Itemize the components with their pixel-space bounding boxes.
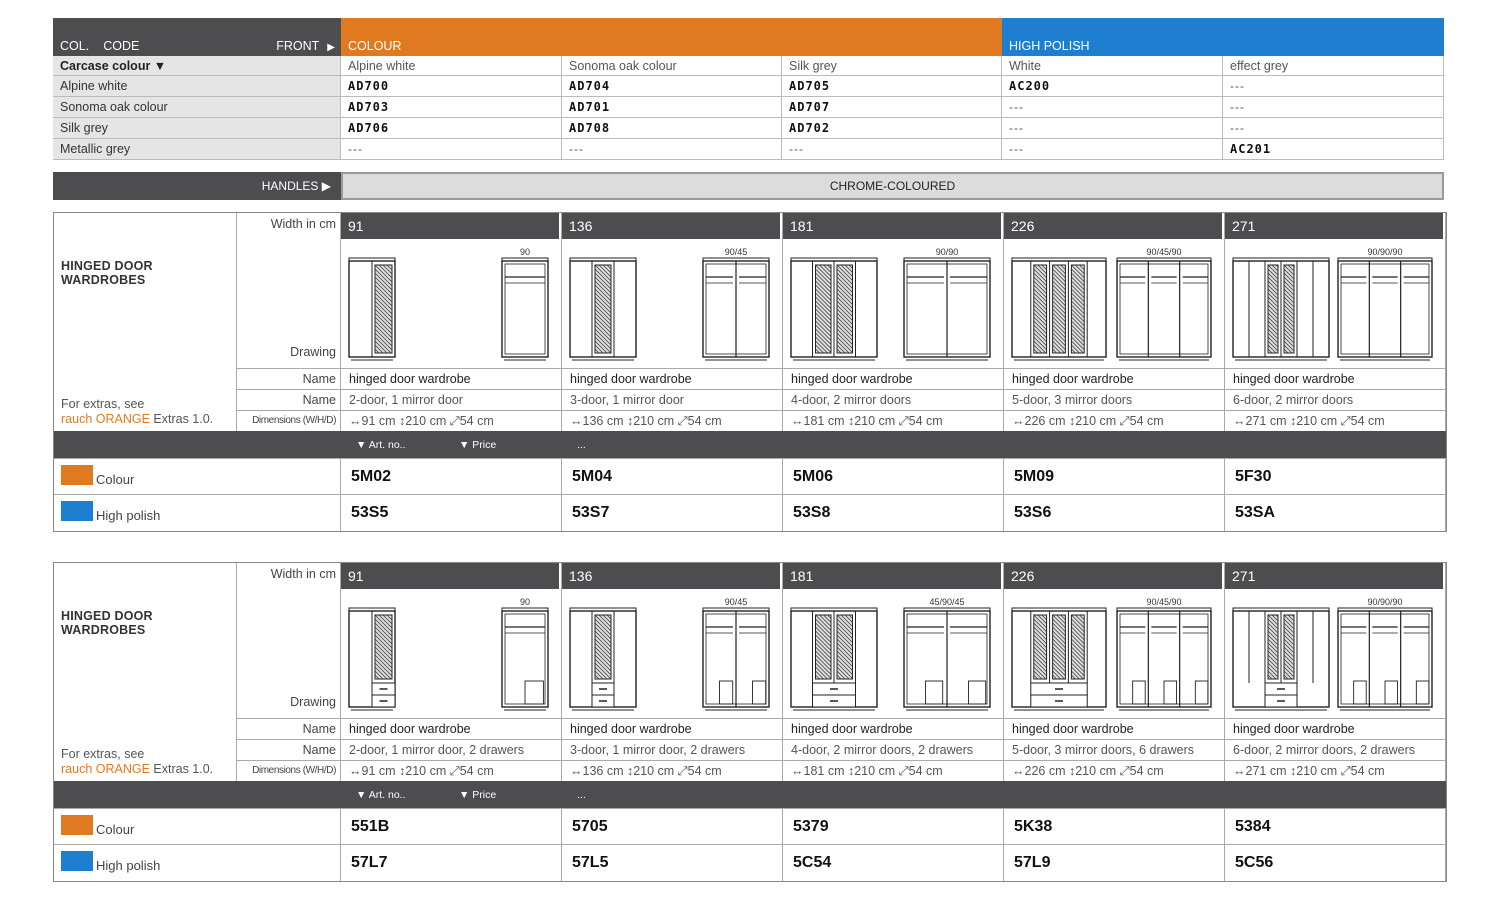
- drawing-cell: [1225, 239, 1445, 369]
- carcase-row: [53, 56, 1444, 76]
- colour-label-cell: [54, 809, 341, 845]
- colour-swatch: [61, 815, 93, 835]
- high-polish-label-cell: [54, 495, 341, 531]
- article-code: 57L7: [341, 845, 562, 881]
- wardrobe-drawing: [1004, 239, 1225, 369]
- extras-link[interactable]: rauch ORANGE: [61, 412, 150, 426]
- inner-width-label: 90/45/90: [1146, 247, 1182, 257]
- product-dimensions: ↔271 cm ↕210 cm ⤢54 cm: [1225, 410, 1445, 431]
- inner-width-label: 90/90: [935, 247, 959, 257]
- name-label: Name: [302, 722, 336, 736]
- product-name: hinged door wardrobe: [783, 718, 1003, 739]
- wardrobe-column: [562, 213, 783, 431]
- row-label: Silk grey: [53, 118, 341, 139]
- ellipsis: ...: [577, 439, 586, 451]
- product-dimensions: ↔136 cm ↕210 cm ⤢54 cm: [562, 410, 782, 431]
- table-title: HINGED DOOR WARDROBES: [61, 609, 153, 637]
- width-cell: 271: [1225, 563, 1445, 589]
- product-name: hinged door wardrobe: [341, 368, 561, 389]
- colour-header: [341, 18, 1002, 56]
- code-cell: ---: [1223, 118, 1444, 139]
- front-colour-sonoma: Sonoma oak colour: [562, 56, 782, 76]
- product-desc: 4-door, 2 mirror doors, 2 drawers: [783, 739, 1003, 760]
- code-cell: ---: [341, 139, 562, 160]
- article-bar: [54, 781, 1446, 808]
- wardrobe-drawing: [1004, 589, 1225, 719]
- high-polish-swatch: [61, 501, 93, 521]
- dimensions-label: Dimensions (W/H/D): [252, 765, 336, 776]
- code-cell: AD705: [782, 76, 1002, 97]
- colour-label: Colour: [96, 472, 135, 487]
- row-label: Sonoma oak colour: [53, 97, 341, 118]
- product-desc: 5-door, 3 mirror doors: [1004, 389, 1224, 410]
- code-cell: AD701: [562, 97, 782, 118]
- name-label: Name: [302, 372, 336, 386]
- product-desc: 3-door, 1 mirror door, 2 drawers: [562, 739, 782, 760]
- colour-row: [53, 97, 1444, 118]
- article-code: 5M04: [562, 459, 783, 495]
- code-cell: ---: [782, 139, 1002, 160]
- product-name: hinged door wardrobe: [1004, 368, 1224, 389]
- product-dimensions: ↔136 cm ↕210 cm ⤢54 cm: [562, 760, 782, 781]
- width-cell: 91: [341, 213, 561, 239]
- code-cell: ---: [1002, 97, 1223, 118]
- wardrobe-column: [1225, 563, 1446, 781]
- width-cell: 91: [341, 563, 561, 589]
- row-label-column: [237, 563, 341, 781]
- extras-note: [61, 747, 213, 777]
- high-polish-label-cell: [54, 845, 341, 881]
- product-desc: 2-door, 1 mirror door: [341, 389, 561, 410]
- table-title: HINGED DOOR WARDROBES: [61, 259, 153, 287]
- colour-row: [53, 139, 1444, 160]
- front-colour-white: White: [1002, 56, 1223, 76]
- code-cell: AC200: [1002, 76, 1223, 97]
- inner-width-label: 90/45: [724, 597, 748, 607]
- drawing-cell: [562, 239, 782, 369]
- code-cell: AD703: [341, 97, 562, 118]
- width-label: Width in cm: [270, 217, 336, 231]
- width-cell: 181: [783, 563, 1003, 589]
- high-polish-label: High polish: [96, 858, 161, 873]
- product-dimensions: ↔226 cm ↕210 cm ⤢54 cm: [1004, 760, 1224, 781]
- front-label: FRONT: [276, 39, 320, 53]
- product-dimensions: ↔181 cm ↕210 cm ⤢54 cm: [783, 410, 1003, 431]
- wardrobe-column: [1225, 213, 1446, 431]
- wardrobe-drawing: [783, 239, 1004, 369]
- front-colour-silk: Silk grey: [782, 56, 1002, 76]
- wardrobe-column: [341, 213, 562, 431]
- row-label-column: [237, 213, 341, 431]
- drawing-cell: [341, 589, 561, 719]
- product-dimensions: ↔271 cm ↕210 cm ⤢54 cm: [1225, 760, 1445, 781]
- handles-label: HANDLES ▶: [53, 172, 341, 200]
- colour-table-header: [53, 18, 1444, 56]
- name-label-2: Name: [302, 743, 336, 757]
- product-name: hinged door wardrobe: [1225, 718, 1445, 739]
- article-code: 53S5: [341, 495, 562, 531]
- extras-line1: For extras, see: [61, 747, 145, 761]
- width-cell: 226: [1004, 563, 1224, 589]
- inner-width-label: 90/90/90: [1367, 597, 1403, 607]
- article-code: 5C54: [783, 845, 1004, 881]
- inner-width-label: 90/45: [724, 247, 748, 257]
- product-desc: 5-door, 3 mirror doors, 6 drawers: [1004, 739, 1224, 760]
- code-cell: ---: [1002, 139, 1223, 160]
- drawing-cell: [1004, 239, 1224, 369]
- extras-rest: Extras 1.0.: [149, 762, 214, 776]
- price-label: ▼ Price: [459, 439, 497, 451]
- colour-label-cell: [54, 459, 341, 495]
- col-code-header: [53, 18, 341, 56]
- code-cell: ---: [1002, 118, 1223, 139]
- product-name: hinged door wardrobe: [1004, 718, 1224, 739]
- product-desc: 2-door, 1 mirror door, 2 drawers: [341, 739, 561, 760]
- product-dimensions: ↔181 cm ↕210 cm ⤢54 cm: [783, 760, 1003, 781]
- colour-row: [53, 76, 1444, 97]
- dimensions-label: Dimensions (W/H/D): [252, 415, 336, 426]
- article-code: 5384: [1225, 809, 1446, 845]
- wardrobe-drawing: [341, 239, 562, 369]
- colour-swatch: [61, 465, 93, 485]
- code-label: CODE: [103, 39, 140, 53]
- wardrobe-drawing: [562, 589, 783, 719]
- article-code: 5M02: [341, 459, 562, 495]
- inner-width-label: 90/90/90: [1367, 247, 1403, 257]
- ellipsis: ...: [577, 789, 586, 801]
- wardrobe-column: [783, 563, 1004, 781]
- article-code: 5M09: [1004, 459, 1225, 495]
- high-polish-header-label: HIGH POLISH: [1009, 39, 1090, 53]
- wardrobe-column: [1004, 213, 1225, 431]
- product-name: hinged door wardrobe: [341, 718, 561, 739]
- wardrobe-column: [562, 563, 783, 781]
- art-no-label: ▼ Art. no..: [356, 439, 406, 451]
- article-code: 53S7: [562, 495, 783, 531]
- code-cell: AD708: [562, 118, 782, 139]
- inner-width-label: 90: [519, 597, 530, 607]
- drawing-label: Drawing: [290, 695, 336, 709]
- colour-row: [54, 458, 1446, 495]
- product-name: hinged door wardrobe: [562, 368, 782, 389]
- code-cell: ---: [562, 139, 782, 160]
- front-colour-effect-grey: effect grey: [1223, 56, 1444, 76]
- colour-header-label: COLOUR: [348, 39, 402, 53]
- code-cell: AC201: [1223, 139, 1444, 160]
- article-code: 53S8: [783, 495, 1004, 531]
- inner-width-label: 90: [519, 247, 530, 257]
- code-cell: ---: [1223, 76, 1444, 97]
- wardrobe-drawing: [1225, 589, 1446, 719]
- width-cell: 271: [1225, 213, 1445, 239]
- row-label: Alpine white: [53, 76, 341, 97]
- colour-row: [53, 118, 1444, 139]
- article-bar: [54, 431, 1446, 458]
- high-polish-header: [1002, 18, 1444, 56]
- width-cell: 136: [562, 563, 782, 589]
- col-label: COL.: [60, 39, 90, 53]
- width-cell: 136: [562, 213, 782, 239]
- product-dimensions: ↔91 cm ↕210 cm ⤢54 cm: [341, 410, 561, 431]
- name-label-2: Name: [302, 393, 336, 407]
- price-label: ▼ Price: [459, 789, 497, 801]
- wardrobe-drawing: [341, 589, 562, 719]
- article-code: 57L9: [1004, 845, 1225, 881]
- article-code: 53SA: [1225, 495, 1446, 531]
- drawing-cell: [783, 589, 1003, 719]
- article-code: 551B: [341, 809, 562, 845]
- wardrobe-column: [1004, 563, 1225, 781]
- carcase-label: Carcase colour ▼: [53, 56, 341, 76]
- inner-width-label: 45/90/45: [929, 597, 965, 607]
- product-name: hinged door wardrobe: [562, 718, 782, 739]
- wardrobe-drawing: [1225, 239, 1446, 369]
- article-code: 57L5: [562, 845, 783, 881]
- handles-bar: [53, 172, 1444, 200]
- high-polish-row: [54, 494, 1446, 531]
- high-polish-label: High polish: [96, 508, 161, 523]
- inner-width-label: 90/45/90: [1146, 597, 1182, 607]
- width-cell: 226: [1004, 213, 1224, 239]
- article-code: 5F30: [1225, 459, 1446, 495]
- product-desc: 4-door, 2 mirror doors: [783, 389, 1003, 410]
- drawing-cell: [1004, 589, 1224, 719]
- high-polish-row: [54, 844, 1446, 881]
- extras-note: [61, 397, 213, 427]
- extras-line1: For extras, see: [61, 397, 145, 411]
- article-code: 5C56: [1225, 845, 1446, 881]
- front-arrow-icon: ▶: [327, 42, 335, 53]
- code-cell: AD702: [782, 118, 1002, 139]
- drawing-cell: [783, 239, 1003, 369]
- drawing-cell: [1225, 589, 1445, 719]
- article-code: 5M06: [783, 459, 1004, 495]
- wardrobe-drawing: [562, 239, 783, 369]
- code-cell: AD706: [341, 118, 562, 139]
- drawing-cell: [341, 239, 561, 369]
- colour-row: [54, 808, 1446, 845]
- product-desc: 6-door, 2 mirror doors, 2 drawers: [1225, 739, 1445, 760]
- code-cell: ---: [1223, 97, 1444, 118]
- product-dimensions: ↔91 cm ↕210 cm ⤢54 cm: [341, 760, 561, 781]
- wardrobe-column: [783, 213, 1004, 431]
- wardrobe-column: [341, 563, 562, 781]
- product-desc: 6-door, 2 mirror doors: [1225, 389, 1445, 410]
- article-code: 5379: [783, 809, 1004, 845]
- art-no-label: ▼ Art. no..: [356, 789, 406, 801]
- table-left-panel: [54, 213, 237, 431]
- wardrobe-table-2: [53, 562, 1447, 882]
- article-code: 5K38: [1004, 809, 1225, 845]
- high-polish-swatch: [61, 851, 93, 871]
- code-cell: AD707: [782, 97, 1002, 118]
- drawing-label: Drawing: [290, 345, 336, 359]
- width-label: Width in cm: [270, 567, 336, 581]
- width-cell: 181: [783, 213, 1003, 239]
- code-cell: AD704: [562, 76, 782, 97]
- product-dimensions: ↔226 cm ↕210 cm ⤢54 cm: [1004, 410, 1224, 431]
- extras-rest: Extras 1.0.: [149, 412, 214, 426]
- extras-link[interactable]: rauch ORANGE: [61, 762, 150, 776]
- product-desc: 3-door, 1 mirror door: [562, 389, 782, 410]
- product-name: hinged door wardrobe: [783, 368, 1003, 389]
- wardrobe-drawing: [783, 589, 1004, 719]
- colour-label: Colour: [96, 822, 135, 837]
- drawing-cell: [562, 589, 782, 719]
- code-cell: AD700: [341, 76, 562, 97]
- handles-value: CHROME-COLOURED: [341, 172, 1444, 200]
- article-code: 5705: [562, 809, 783, 845]
- table-left-panel: [54, 563, 237, 781]
- article-code: 53S6: [1004, 495, 1225, 531]
- row-label: Metallic grey: [53, 139, 341, 160]
- front-colour-alpine: Alpine white: [341, 56, 562, 76]
- product-name: hinged door wardrobe: [1225, 368, 1445, 389]
- wardrobe-table-1: [53, 212, 1447, 532]
